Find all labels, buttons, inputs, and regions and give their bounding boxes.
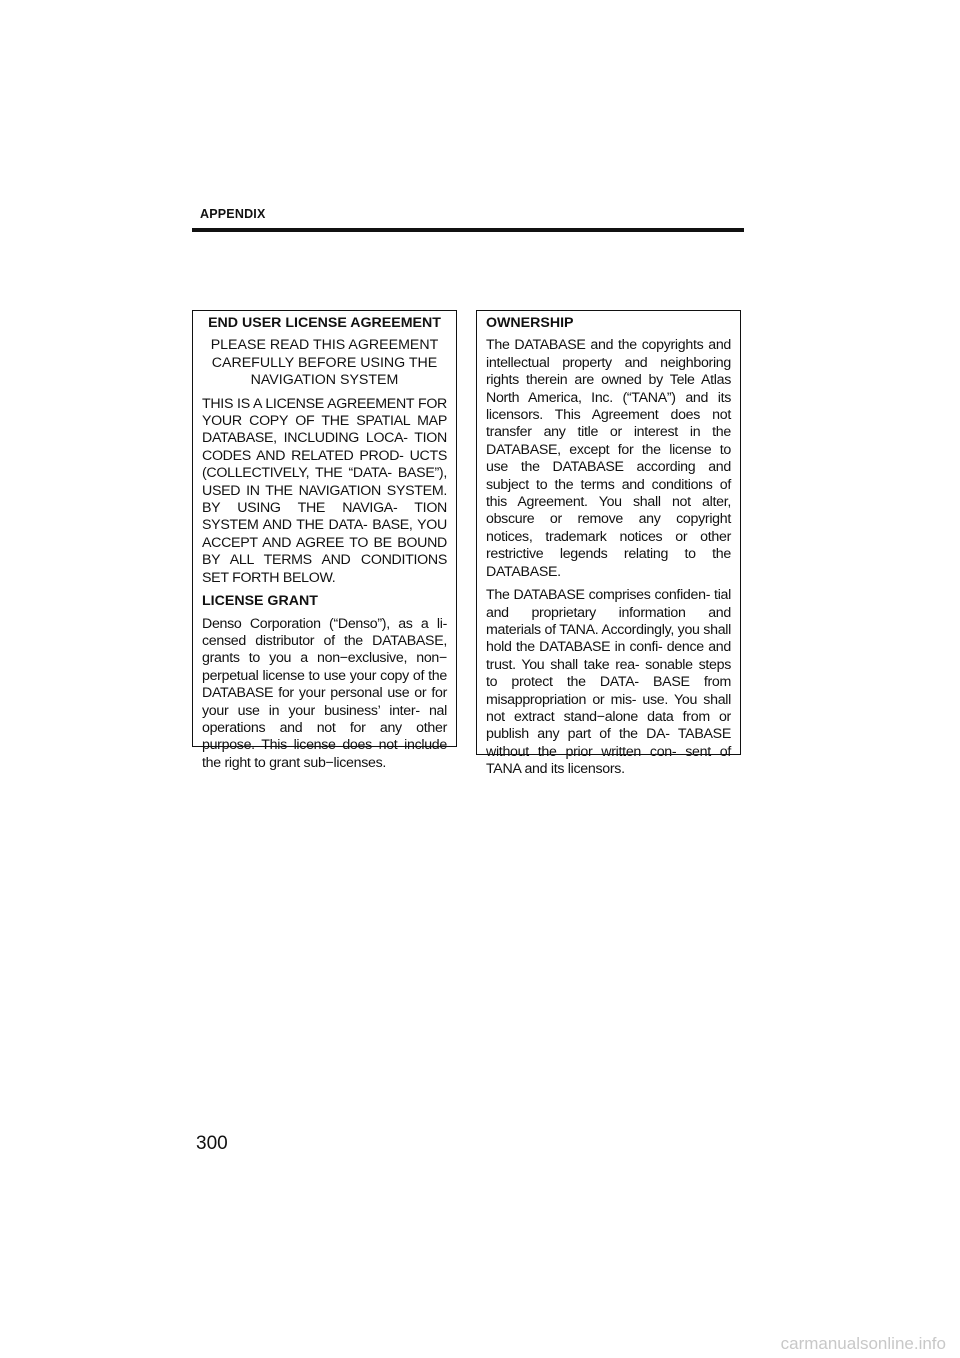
license-grant-heading: LICENSE GRANT [202,593,318,610]
agreement-intro: THIS IS A LICENSE AGREEMENT FOR YOUR COPY OF THE SPATIAL MAP DATABASE, INCLUDING LOCA- TION CODES AND RELATED PROD- UCTS (COLLECTIVELY, THE “DATA- BASE”), USED IN THE NAVIGATION SYSTEM. BY USING THE NAVIGA- TION SYSTEM AND THE DATA- BASE, YOU ACCEPT AND AGREE TO BE BOUND BY ALL TERMS AND CONDITIONS SET FORTH BELOW. [202,395,447,586]
license-agreement-box [192,310,457,771]
watermark: carmanualsonline.info [780,1334,946,1353]
page-number: 300 [196,1133,228,1154]
ownership-heading: OWNERSHIP [486,315,574,331]
agreement-notice: PLEASE READ THIS AGREEMENT CAREFULLY BEFORE USING THE NAVIGATION SYSTEM [210,337,439,389]
ownership-box [476,310,741,778]
ownership-text: The DATABASE and the copyrights and intellectual property and neighboring rights therein are owned by Tele Atlas North America, Inc. (“TANA”) and its licensors. This Agreement does not transfer any title or interest in the DATABASE, except for the license to use the DATABASE according and subject to the terms and conditions of this Agreement. You shall not alter, obscure or remove any copyright notices, trademark notices or other restrictive legends relating to the DATABASE. [486,337,731,580]
agreement-title: END USER LICENSE AGREEMENT [208,315,441,331]
header-rule [192,228,744,232]
license-grant-text: Denso Corporation (“Denso”), as a li- censed distributor of the DATABASE, grants to you a non−exclusive, non− perpetual license to use your copy of the DATABASE for your personal use or for your use in your business’ inter- nal operations and not for any other purpose. This license does not include the right to grant sub−licenses. [202,615,447,771]
confidentiality-text: The DATABASE comprises confiden- tial and proprietary information and materials of TANA. Accordingly, you shall hold the DATABASE in confi- dence and trust. You shall take rea- sonable steps to protect the DATA- BASE from misappropriation or mis- use. You shall not extract stand−alone data from or publish any part of the DA- TABASE without the prior written con- sent of TANA and its licensors. [486,587,731,778]
section-label: APPENDIX [200,207,266,221]
